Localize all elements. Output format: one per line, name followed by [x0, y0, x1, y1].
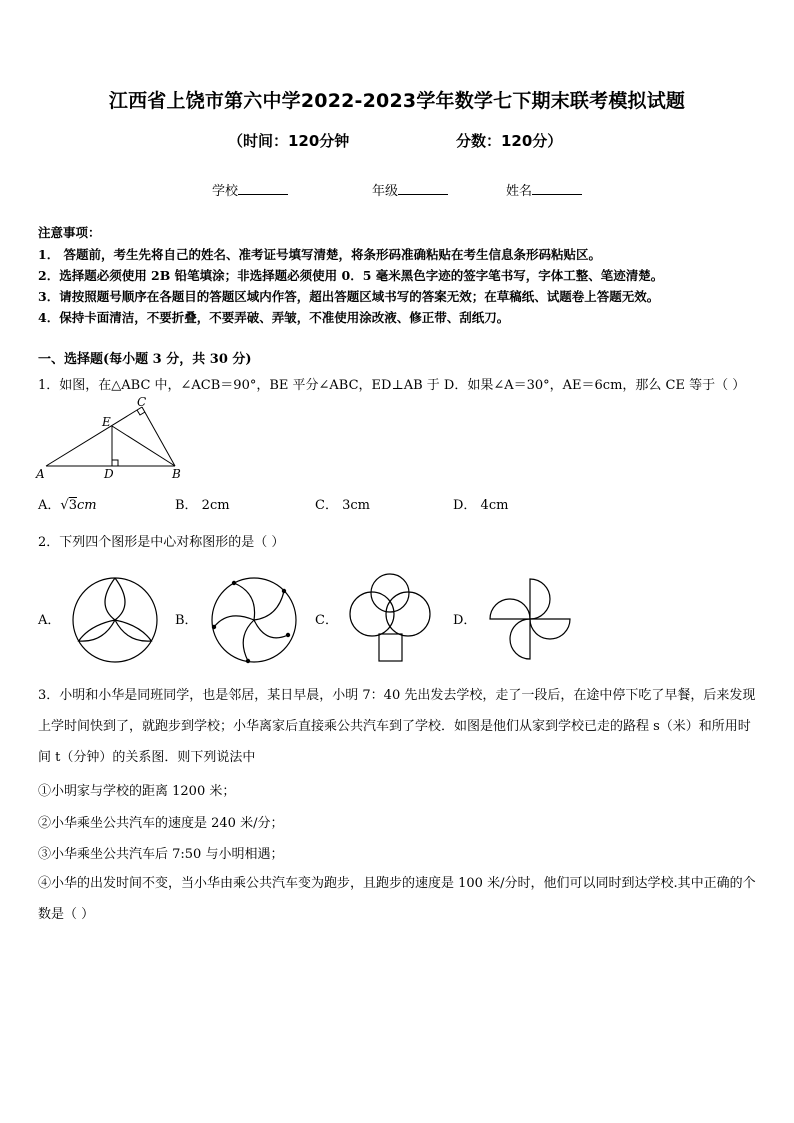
q1-option-a [38, 494, 97, 513]
q3-statement-2: ②小华乘坐公共汽车的速度是 240 米/分； [38, 816, 284, 831]
name-label: 姓名 [506, 184, 533, 199]
q2-option-b-label: B． [175, 613, 198, 628]
notice-item: 2．选择题必须使用 2B 铅笔填涂；非选择题必须使用 0．5 毫米黑色字迹的签字笔书写，字体工整、笔迹清楚。 [38, 268, 664, 283]
notice-item: 3．请按照题号顺序在各题目的答题区域内作答，超出答题区域书写的答案无效；在草稿纸、试题卷上答题无效。 [38, 289, 660, 304]
option-a-unit: cm [76, 498, 97, 513]
sqrt-symbol: √3 [60, 498, 77, 513]
grade-blank [398, 182, 448, 195]
figure-tree-circles [344, 572, 436, 664]
q2-option-c-label: C． [315, 613, 338, 628]
grade-field [372, 180, 448, 199]
label-a: A [36, 467, 45, 481]
name-blank [532, 182, 582, 195]
question-3-text: 3．小明和小华是同班同学，也是邻居，某日早晨，小明 7：40 先出发去学校，走了一段后，在途中停下吃了早餐，后来发现上学时间快到了，就跑步到学校；小华离家后直接乘公共汽车到了学校．如图是他们从家到学校已走的路程 s（米）和所用时间 t（分钟）的关系图．则下列说法中 [38, 688, 756, 765]
exam-time: （时间：120分钟 [228, 132, 350, 150]
q3-statement-1: ①小明家与学校的距离 1200 米； [38, 784, 236, 799]
school-label: 学校 [212, 184, 239, 199]
triangle-figure [34, 396, 194, 484]
page-title: 江西省上饶市第六中学2022-2023学年数学七下期末联考模拟试题 [108, 90, 686, 112]
notice-heading: 注意事项： [38, 225, 101, 240]
option-a-prefix: A． [38, 498, 61, 513]
figure-circle-swirl [208, 575, 300, 665]
bisector-be [112, 426, 175, 466]
q1-option-d: D． 4cm [453, 498, 509, 513]
grade-label: 年级 [372, 184, 399, 199]
notice-item: 1． 答题前，考生先将自己的姓名、准考证号填写清楚，将条形码准确粘贴在考生信息条形码粘贴区。 [38, 247, 602, 262]
notice-item: 4．保持卡面清洁，不要折叠，不要弄破、弄皱，不准使用涂改液、修正带、刮纸刀。 [38, 310, 510, 325]
question-1-stem: 1．如图，在△ABC 中，∠ACB＝90°，BE 平分∠ABC，ED⊥AB 于 D．如果∠A＝30°，AE＝6cm，那么 CE 等于（ ） [38, 378, 746, 393]
q3-statement-4: ④小华的出发时间不变，当小华由乘公共汽车变为跑步，且跑步的速度是 100 米/分时，他们可以同时到达学校.其中正确的个数是（ ） [38, 876, 756, 922]
exam-score: 分数：120分） [456, 132, 563, 150]
question-2-stem: 2．下列四个图形是中心对称图形的是（ ） [38, 535, 285, 550]
label-e: E [102, 415, 111, 429]
school-field [212, 180, 288, 199]
label-c: C [137, 396, 147, 409]
section-title: 一、选择题(每小题 3 分，共 30 分) [38, 352, 252, 367]
side-ac [46, 407, 142, 466]
figure-circle-tri-petal [70, 575, 160, 665]
q2-option-d-label: D． [453, 613, 477, 628]
label-d: D [104, 467, 114, 481]
q3-statement-3: ③小华乘坐公共汽车后 7:50 与小明相遇； [38, 847, 284, 862]
right-angle-mark-d [112, 460, 118, 466]
label-b: B [172, 467, 181, 481]
name-field [506, 180, 582, 199]
sqrt-radicand: 3 [68, 498, 77, 513]
figure-pinwheel [486, 577, 574, 661]
q1-option-c: C． 3cm [315, 498, 370, 513]
q1-option-b: B． 2cm [175, 498, 230, 513]
school-blank [238, 182, 288, 195]
side-cb [142, 407, 175, 466]
q2-option-a-label: A． [38, 613, 61, 628]
